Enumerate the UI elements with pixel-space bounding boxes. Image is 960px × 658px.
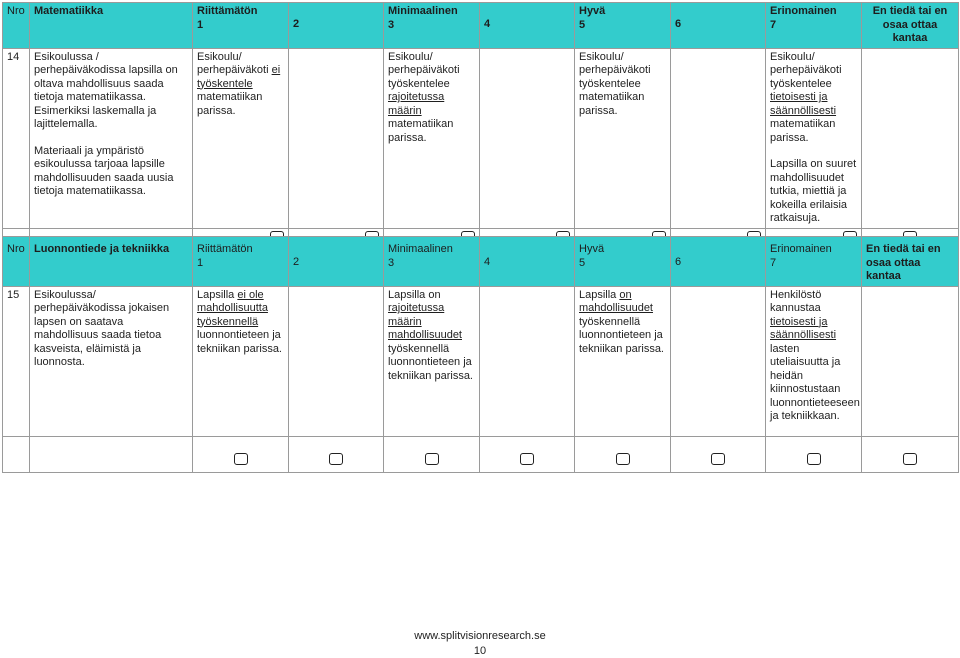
- header-label: Erinomainen: [770, 243, 832, 255]
- header-label: Erinomainen: [770, 5, 837, 17]
- row-description: [30, 48, 193, 228]
- criteria-level-5: Esikoulu/ perhepäiväkoti työskentelee matematiikan parissa.: [575, 48, 671, 228]
- criteria-level-7: Henkilöstö kannustaa tietoisesti ja säännöllisesti lasten uteliaisuutta ja heidän kiinnostustaan luonnontieteeseen ja tekniikkaan.: [766, 286, 862, 436]
- criteria-level-6: [671, 286, 766, 436]
- header-number: 2: [293, 18, 300, 30]
- header-number: 5: [579, 18, 586, 31]
- checkbox-4[interactable]: [520, 453, 534, 465]
- header-label: Minimaalinen: [388, 243, 453, 255]
- header-label: Hyvä: [579, 5, 606, 17]
- checkbox-1[interactable]: [234, 453, 248, 465]
- header-level-1: [193, 237, 289, 287]
- header-number: 4: [484, 256, 491, 268]
- header-label: Riittämätön: [197, 5, 258, 17]
- header-number: 1: [197, 256, 204, 269]
- header-level-4: [480, 3, 575, 49]
- header-number: 3: [388, 18, 395, 31]
- table-row: [3, 48, 959, 228]
- criteria-level-2: [289, 48, 384, 228]
- criteria-level-6: [671, 48, 766, 228]
- header-number: 4: [484, 18, 491, 30]
- header-number: 2: [293, 256, 300, 268]
- header-level-1: [193, 3, 289, 49]
- header-number: 7: [770, 256, 777, 269]
- footer-url: www.splitvisionresearch.se: [414, 630, 546, 642]
- header-level-2: [289, 3, 384, 49]
- criteria-level-4: [480, 286, 575, 436]
- section-title: Luonnontiede ja tekniikka: [30, 237, 193, 287]
- criteria-level-4: [480, 48, 575, 228]
- criteria-level-3: Lapsilla on rajoitetussa määrin mahdollisuudet työskennellä luonnontieteen ja tekniikan parissa.: [384, 286, 480, 436]
- header-nro: Nro: [3, 3, 30, 49]
- table-row: [3, 286, 959, 436]
- criteria-level-7: Esikoulu/ perhepäiväkoti työskentelee tietoisesti ja säännöllisesti matematiikan parissa. Lapsilla on suuret mahdollisuudet tutkia, miettiä ja kokeilla erilaisia ratkaisuja.: [766, 48, 862, 228]
- math-header-row: [3, 3, 959, 49]
- science-header-row: [3, 237, 959, 287]
- header-level-2: [289, 237, 384, 287]
- criteria-level-3: Esikoulu/ perhepäiväkoti työskentelee rajoitetussa määrin matematiikan parissa.: [384, 48, 480, 228]
- criteria-dont-know: [862, 286, 959, 436]
- header-number: 1: [197, 18, 204, 31]
- checkbox-row: [3, 436, 959, 472]
- header-level-3: [384, 3, 480, 49]
- header-number: 6: [675, 18, 682, 30]
- criteria-level-5: Lapsilla on mahdollisuudet työskennellä luonnontieteen ja tekniikan parissa.: [575, 286, 671, 436]
- checkbox-7[interactable]: [807, 453, 821, 465]
- science-table: [2, 236, 959, 473]
- section-title: Matematiikka: [30, 3, 193, 49]
- header-level-5: [575, 3, 671, 49]
- header-label: Riittämätön: [197, 243, 253, 255]
- criteria-level-1: Lapsilla ei ole mahdollisuutta työskennellä luonnontieteen ja tekniikan parissa.: [193, 286, 289, 436]
- header-dont-know: En tiedä tai en osaa ottaa kantaa: [862, 3, 959, 49]
- header-level-7: [766, 237, 862, 287]
- header-level-6: [671, 237, 766, 287]
- description-text: Materiaali ja ympäristö esikoulussa tarjoaa lapsille mahdollisuuden saada uusia tietoja matematiikassa.: [34, 144, 174, 197]
- header-label: Minimaalinen: [388, 5, 458, 17]
- page-number: 10: [473, 645, 487, 657]
- row-description: Esikoulussa/ perhepäiväkodissa jokaisen lapsen on saatava mahdollisuus saada tietoa kasveista, eläimistä ja luonnosta.: [30, 286, 193, 436]
- row-number: 14: [3, 48, 30, 228]
- criteria-level-2: [289, 286, 384, 436]
- header-number: 6: [675, 256, 682, 268]
- header-number: 3: [388, 256, 395, 269]
- checkbox-3[interactable]: [425, 453, 439, 465]
- header-level-6: [671, 3, 766, 49]
- header-level-5: [575, 237, 671, 287]
- header-level-4: [480, 237, 575, 287]
- header-nro: Nro: [3, 237, 30, 287]
- header-level-7: [766, 3, 862, 49]
- header-level-3: [384, 237, 480, 287]
- header-number: 7: [770, 18, 777, 31]
- criteria-level-1: Esikoulu/ perhepäiväkoti ei työskentele matematiikan parissa.: [193, 48, 289, 228]
- math-table: [2, 2, 959, 250]
- checkbox-dont-know[interactable]: [903, 453, 917, 465]
- checkbox-2[interactable]: [329, 453, 343, 465]
- header-label: Hyvä: [579, 243, 605, 255]
- header-dont-know: En tiedä tai en osaa ottaa kantaa: [862, 237, 959, 287]
- checkbox-6[interactable]: [711, 453, 725, 465]
- header-number: 5: [579, 256, 586, 269]
- criteria-dont-know: [862, 48, 959, 228]
- checkbox-5[interactable]: [616, 453, 630, 465]
- row-number: 15: [3, 286, 30, 436]
- description-text: Esikoulussa / perhepäiväkodissa lapsilla on oltava mahdollisuus saada tietoja matematiikassa. Esimerkiksi laskemalla ja lajittelemalla.: [34, 50, 178, 130]
